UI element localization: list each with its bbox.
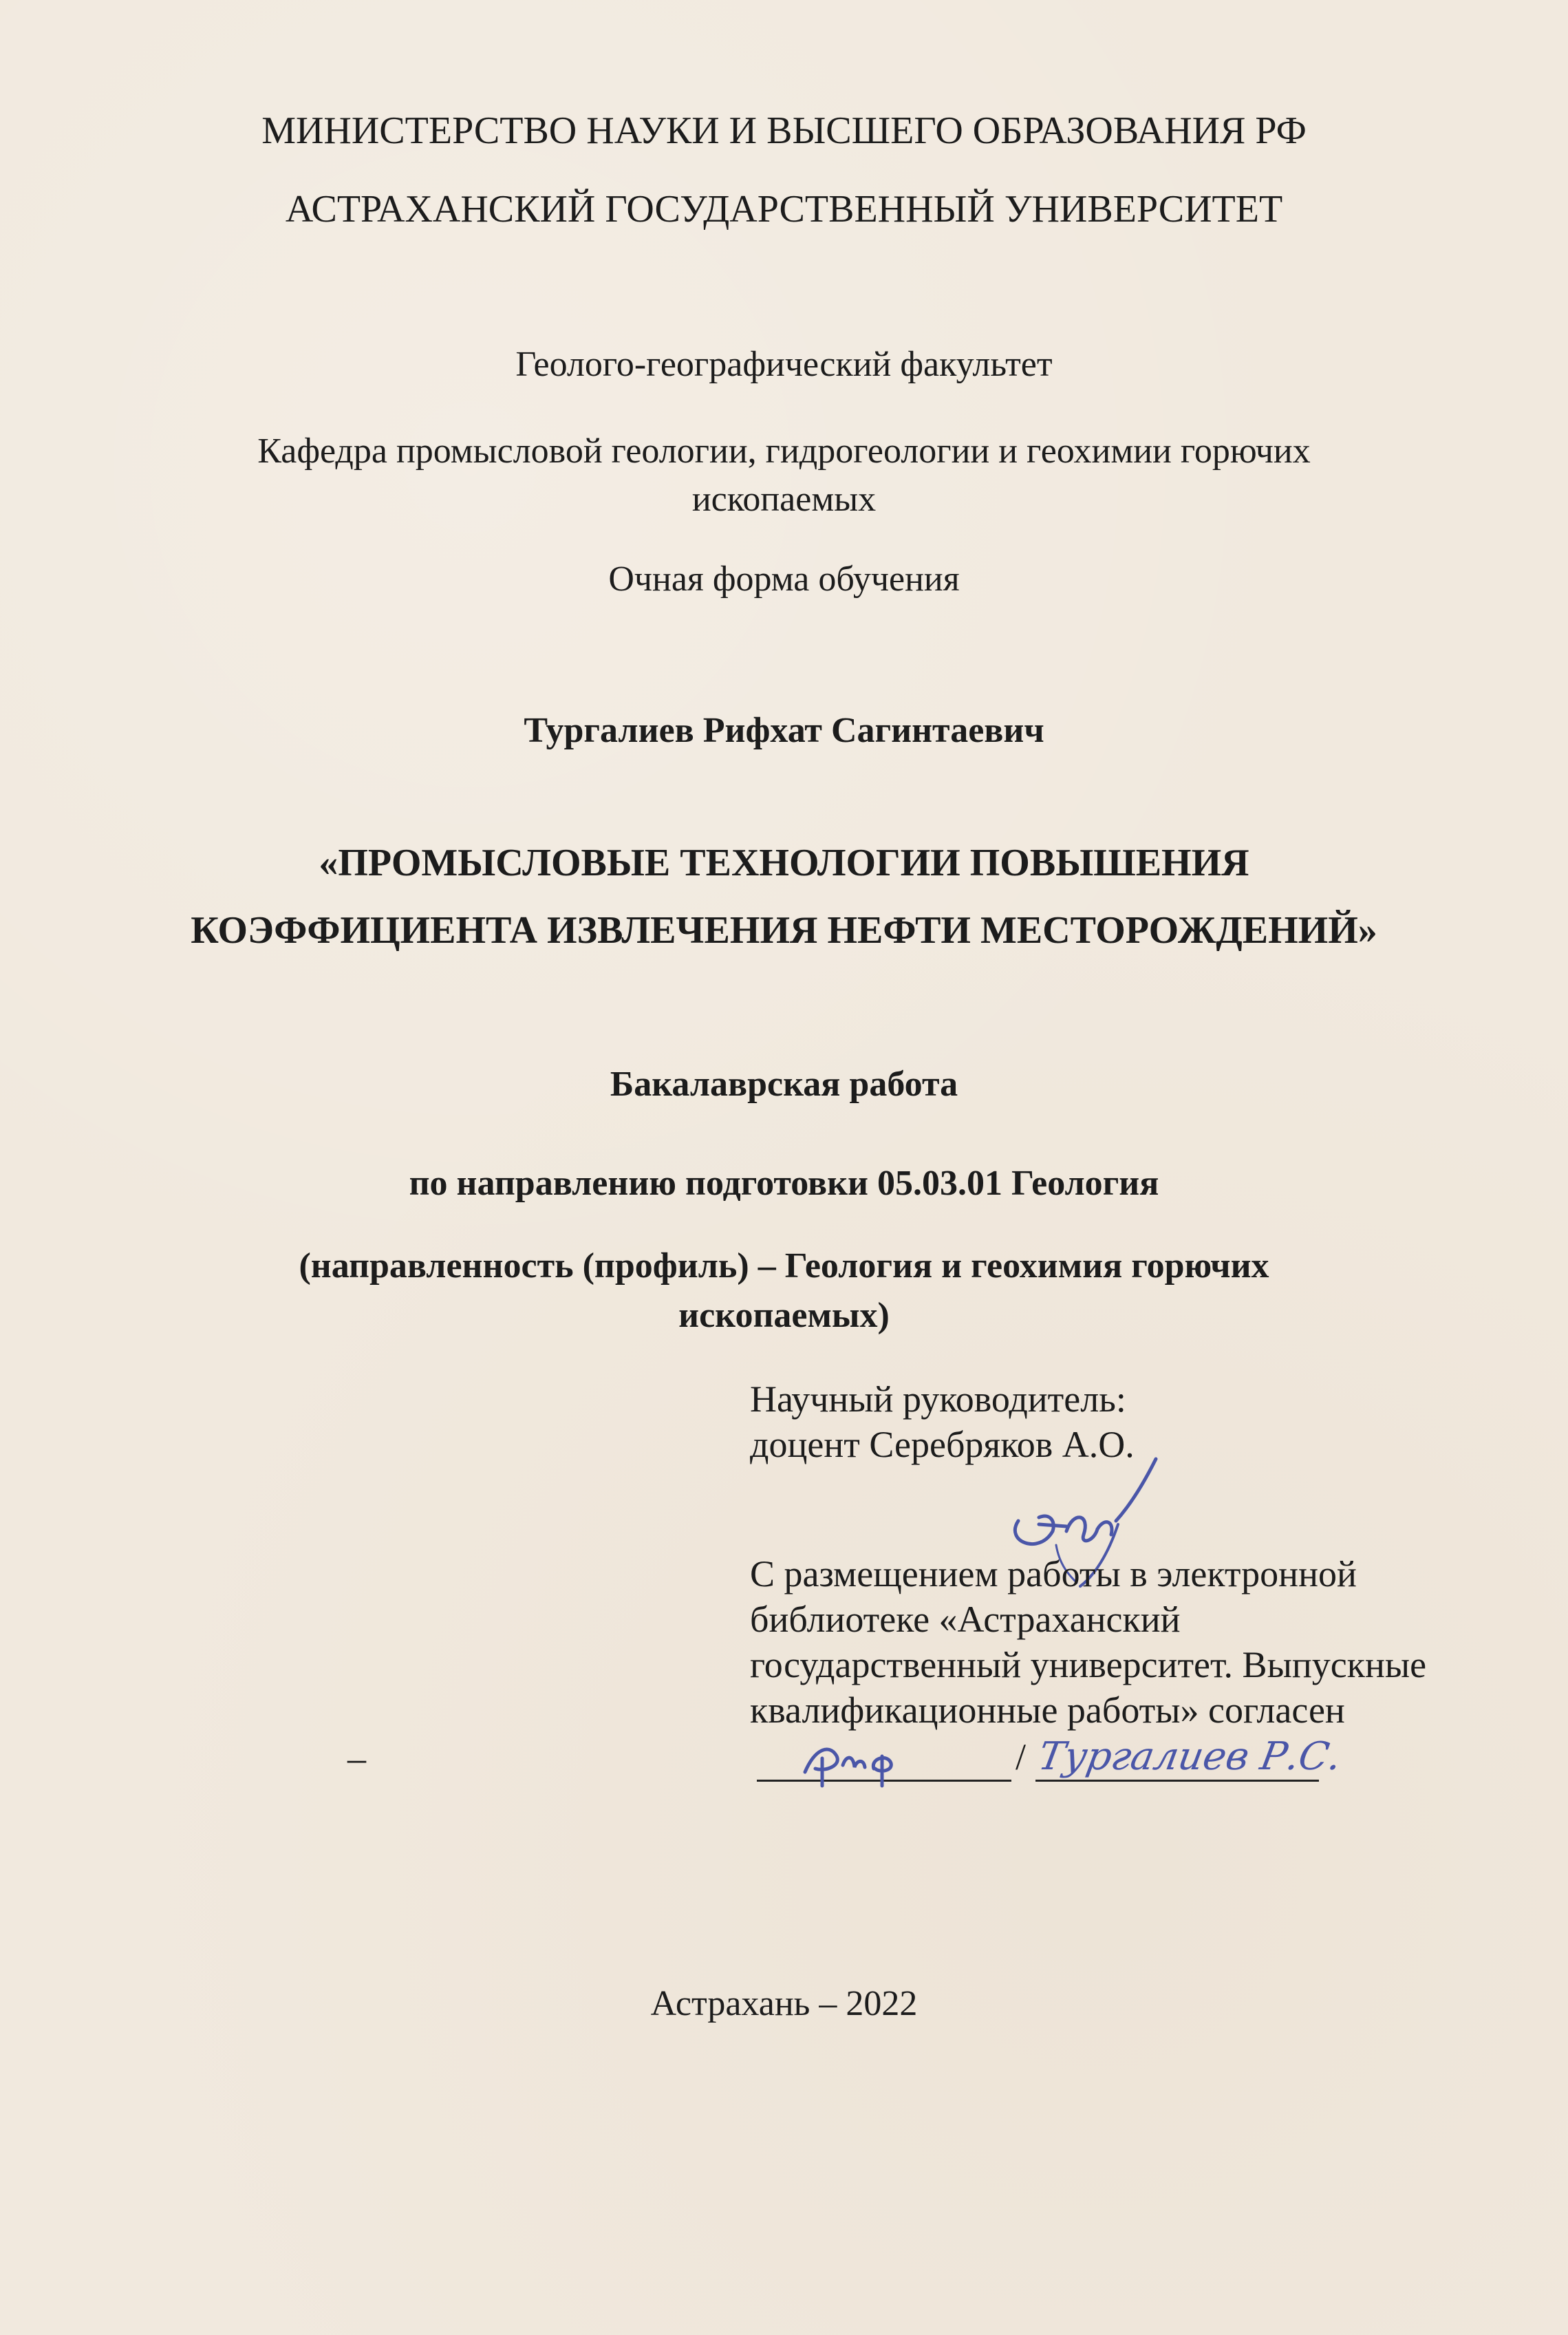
student-handwritten-name: Тургалиев Р.С.	[1035, 1734, 1345, 1779]
city-year: Астрахань – 2022	[650, 1984, 918, 2023]
consent-block	[750, 1551, 1426, 1733]
student-name-line	[1035, 1780, 1319, 1782]
consent-line-3: государственный университет. Выпускные	[750, 1644, 1427, 1685]
study-form: Очная форма обучения	[608, 559, 960, 599]
author-name: Тургалиев Рифхат Сагинтаевич	[524, 711, 1044, 750]
work-type: Бакалаврская работа	[610, 1065, 958, 1104]
consent-line-1: С размещением работы в электронной	[750, 1553, 1357, 1595]
faculty-name: Геолого-географический факультет	[515, 345, 1053, 384]
thesis-title-line-2: КОЭФФИЦИЕНТА ИЗВЛЕЧЕНИЯ НЕФТИ МЕСТОРОЖДЕНИЙ»	[191, 909, 1377, 952]
ministry-heading: МИНИСТЕРСТВО НАУКИ И ВЫСШЕГО ОБРАЗОВАНИЯ РФ	[261, 109, 1307, 152]
signature-separator: /	[1016, 1736, 1027, 1778]
university-heading: АСТРАХАНСКИЙ ГОСУДАРСТВЕННЫЙ УНИВЕРСИТЕТ	[285, 188, 1283, 231]
department-line-2: ископаемых	[691, 480, 877, 519]
left-dash: –	[347, 1738, 366, 1779]
study-direction: по направлению подготовки 05.03.01 Геология	[409, 1164, 1159, 1203]
supervisor-label: Научный руководитель:	[750, 1378, 1126, 1420]
consent-line-4: квалификационные работы» согласен	[750, 1689, 1345, 1731]
thesis-title-line-1: «ПРОМЫСЛОВЫЕ ТЕХНОЛОГИИ ПОВЫШЕНИЯ	[319, 842, 1249, 884]
profile-line-1: (направленность (профиль) – Геология и геохимия горючих	[299, 1246, 1269, 1286]
supervisor-name: доцент Серебряков А.О.	[750, 1424, 1135, 1465]
student-signature	[798, 1727, 949, 1789]
consent-line-2: библиотеке «Астраханский	[750, 1599, 1181, 1640]
department-line-1: Кафедра промысловой геологии, гидрогеологии и геохимии горючих	[257, 431, 1311, 471]
profile-line-2: ископаемых)	[678, 1296, 890, 1335]
